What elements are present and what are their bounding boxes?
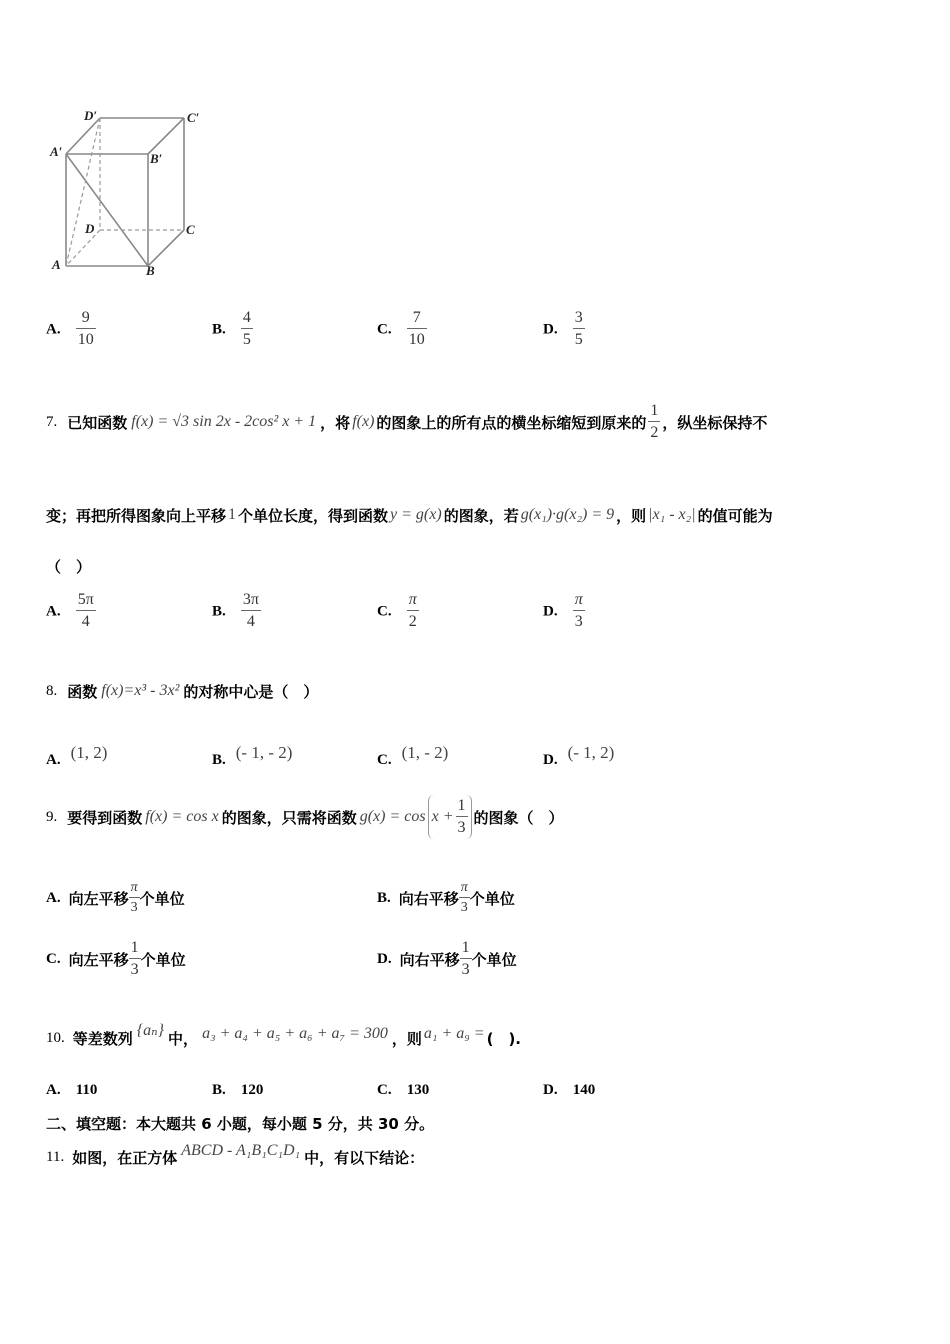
cube-figure xyxy=(40,100,220,285)
vertex-label-a1: A′ xyxy=(50,144,63,159)
question-number: 8. xyxy=(46,682,58,699)
fraction: $\frac{3\pi}{4}$ xyxy=(242,591,259,630)
function-definition: f(x) = √3 sin 2x - 2cos² x + 1 xyxy=(131,413,317,430)
question-number: 7. xyxy=(46,413,58,430)
q6-option-d[interactable] xyxy=(543,310,585,348)
q6-option-b[interactable] xyxy=(212,310,253,348)
q8-option-b[interactable]: B. (- 1, - 2) xyxy=(212,742,293,768)
q7-answer-paren: （ ） xyxy=(46,558,92,576)
fraction-half: $\frac{1}{2}$ xyxy=(650,402,659,441)
vertex-label-d: D xyxy=(85,221,95,236)
q8-option-d[interactable]: D. (- 1, 2) xyxy=(543,742,615,768)
q7-option-c[interactable]: C. $\frac{\pi}{2}$ xyxy=(377,591,417,630)
question-number: 11. xyxy=(46,1148,65,1165)
vertex-label-c1: C′ xyxy=(187,110,200,125)
q10-line: 10. 等差数列 {aₙ} 中， a₃ + a₄ + a₅ + a₆ + a₇ = 300 ，则 a₁ + a₉ = ( ). xyxy=(46,1022,522,1048)
q7-option-b[interactable]: B. $\frac{3\pi}{4}$ xyxy=(212,591,259,630)
fraction: $\frac{3}{5}$ xyxy=(574,309,583,348)
fraction: $\frac{9}{10}$ xyxy=(77,309,94,348)
fraction: $\frac{7}{10}$ xyxy=(408,309,425,348)
fraction: $\frac{\pi}{2}$ xyxy=(408,591,417,630)
q10-option-c[interactable]: C. 130 xyxy=(377,1082,430,1098)
q8-line: 8. 函数 f(x)=x³ - 3x² 的对称中心是（ ） xyxy=(46,682,319,701)
q8-option-c[interactable]: C. (1, - 2) xyxy=(377,742,449,768)
q7-option-a[interactable]: A. $\frac{5\pi}{4}$ xyxy=(46,591,94,630)
vertex-label-c: C xyxy=(186,222,195,237)
fraction: $\frac{4}{5}$ xyxy=(242,309,251,348)
q7-line-2: 变；再把所得图象向上平移 1 个单位长度，得到函数 y = g(x) 的图象，若 g(x₁)·g(x₂) = 9 ，则 |x₁ - x₂| 的值可能为 xyxy=(46,506,773,525)
question-number: 9. xyxy=(46,808,58,825)
q6-option-c[interactable] xyxy=(377,310,427,348)
q11-line: 11. 如图，在正方体 ABCD - A₁B₁C₁D₁ 中，有以下结论： xyxy=(46,1142,425,1167)
vertex-label-b1: B′ xyxy=(150,151,163,166)
option-label: B. xyxy=(212,321,226,338)
q9-option-a[interactable]: A. 向左平移 $\frac{\pi}{3}$ 个单位 xyxy=(46,880,185,915)
q9-option-c[interactable]: C. 向左平移 $\frac{1}{3}$ 个单位 xyxy=(46,939,186,978)
q8-option-a[interactable]: A. (1, 2) xyxy=(46,742,108,768)
q9-line: 9. 要得到函数 f(x) = cos x 的图象，只需将函数 g(x) = cos x + $\frac{1}{3}$ 的图象（ ） xyxy=(46,794,564,840)
option-label: C. xyxy=(377,321,392,338)
q10-option-d[interactable]: D. 140 xyxy=(543,1082,596,1098)
paren-group: x + $\frac{1}{3}$ xyxy=(428,795,472,839)
fraction: $\frac{5\pi}{4}$ xyxy=(77,591,94,630)
q7-option-d[interactable]: D. $\frac{\pi}{3}$ xyxy=(543,591,583,630)
fraction: $\frac{\pi}{3}$ xyxy=(574,591,583,630)
q9-option-b[interactable]: B. 向右平移 $\frac{\pi}{3}$ 个单位 xyxy=(377,880,515,915)
option-label: A. xyxy=(46,321,61,338)
q6-option-a[interactable] xyxy=(46,310,96,348)
option-label: D. xyxy=(543,321,558,338)
q10-option-b[interactable]: B. 120 xyxy=(212,1082,264,1098)
q9-option-d[interactable]: D. 向右平移 $\frac{1}{3}$ 个单位 xyxy=(377,939,517,978)
section-title: 二、填空题：本大题共 6 小题，每小题 5 分，共 30 分。 xyxy=(46,1115,435,1133)
q7-line-1: 7. 已知函数 f(x) = √3 sin 2x - 2cos² x + 1 ，将 f(x) 的图象上的所有点的横坐标缩短到原来的 $\frac{1}{2}$ ，纵坐标保持不 xyxy=(46,402,768,441)
vertex-label-b: B xyxy=(146,263,155,278)
vertex-label-a: A xyxy=(52,257,61,272)
vertex-label-d1: D′ xyxy=(84,108,98,123)
question-number: 10. xyxy=(46,1029,65,1046)
q10-option-a[interactable]: A. 110 xyxy=(46,1082,98,1098)
function-definition: f(x)=x³ - 3x² xyxy=(101,682,180,699)
